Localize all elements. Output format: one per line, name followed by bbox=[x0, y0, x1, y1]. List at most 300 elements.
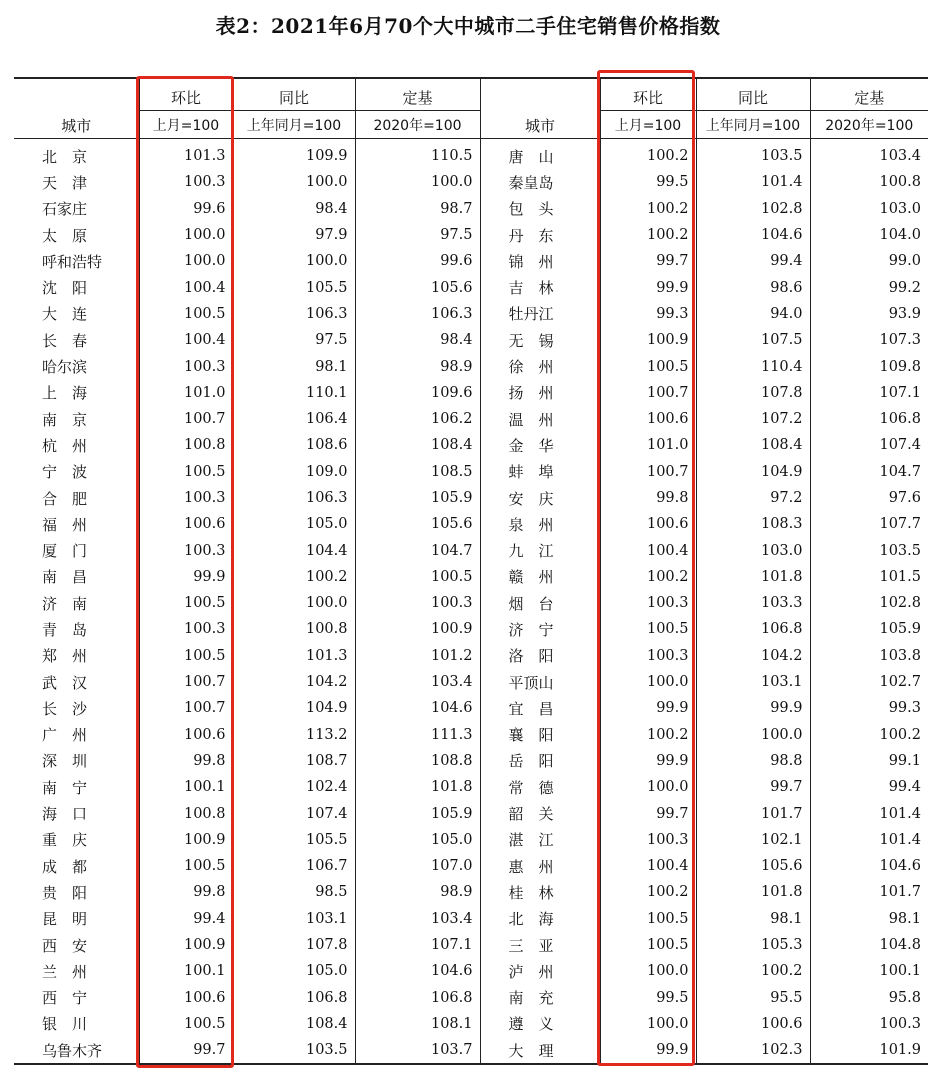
mom-value-left: 100.3 bbox=[139, 537, 233, 563]
base-value-left: 110.5 bbox=[355, 139, 480, 170]
mom-value-left: 100.8 bbox=[139, 432, 233, 458]
city-name-right: 襄 阳 bbox=[480, 722, 600, 748]
yoy-value-left: 108.6 bbox=[233, 432, 355, 458]
base-value-right: 101.4 bbox=[810, 827, 928, 853]
city-name-left: 福 州 bbox=[42, 515, 88, 534]
yoy-value-right: 102.3 bbox=[696, 1037, 810, 1064]
yoy-value-right: 108.4 bbox=[696, 432, 810, 458]
mom-value-right: 100.0 bbox=[600, 958, 696, 984]
mom-value-right: 99.3 bbox=[600, 301, 696, 327]
base-value-left: 103.4 bbox=[355, 669, 480, 695]
yoy-value-left: 100.0 bbox=[233, 169, 355, 195]
mom-value-right: 100.0 bbox=[600, 774, 696, 800]
table-row bbox=[14, 406, 928, 432]
mom-value-left: 100.0 bbox=[139, 222, 233, 248]
yoy-value-left: 98.4 bbox=[233, 196, 355, 222]
table-row bbox=[14, 353, 928, 379]
city-name-left: 哈尔滨 bbox=[42, 358, 88, 377]
mom-value-left: 100.9 bbox=[139, 932, 233, 958]
table-row bbox=[14, 985, 928, 1011]
base-value-left: 103.4 bbox=[355, 906, 480, 932]
city-name-right: 扬 州 bbox=[480, 380, 600, 406]
mom-value-right: 100.0 bbox=[600, 1011, 696, 1037]
mom-value-left: 100.4 bbox=[139, 327, 233, 353]
yoy-value-right: 100.0 bbox=[696, 722, 810, 748]
table-row bbox=[14, 432, 928, 458]
table-row bbox=[14, 748, 928, 774]
base-value-right: 109.8 bbox=[810, 353, 928, 379]
yoy-value-left: 109.0 bbox=[233, 459, 355, 485]
yoy-value-right: 98.6 bbox=[696, 274, 810, 300]
table-row bbox=[14, 459, 928, 485]
subheader-base-right: 2020年=100 bbox=[810, 111, 928, 139]
yoy-value-left: 106.7 bbox=[233, 853, 355, 879]
header-base-right: 定基 bbox=[810, 78, 928, 111]
city-name-left: 郑 州 bbox=[42, 647, 88, 666]
mom-value-right: 99.7 bbox=[600, 248, 696, 274]
base-value-right: 103.8 bbox=[810, 643, 928, 669]
base-value-left: 101.2 bbox=[355, 643, 480, 669]
table-row bbox=[14, 248, 928, 274]
table-row bbox=[14, 616, 928, 642]
yoy-value-right: 107.5 bbox=[696, 327, 810, 353]
city-name-left: 广 州 bbox=[42, 726, 88, 745]
city-name-right: 吉 林 bbox=[480, 274, 600, 300]
table-row bbox=[14, 853, 928, 879]
yoy-value-right: 102.1 bbox=[696, 827, 810, 853]
yoy-value-right: 104.9 bbox=[696, 459, 810, 485]
yoy-value-right: 99.9 bbox=[696, 695, 810, 721]
yoy-value-right: 95.5 bbox=[696, 985, 810, 1011]
city-name-right: 北 海 bbox=[480, 906, 600, 932]
base-value-left: 108.8 bbox=[355, 748, 480, 774]
mom-value-right: 101.0 bbox=[600, 432, 696, 458]
yoy-value-left: 103.5 bbox=[233, 1037, 355, 1064]
mom-value-right: 100.3 bbox=[600, 590, 696, 616]
yoy-value-left: 103.1 bbox=[233, 906, 355, 932]
city-name-right: 岳 阳 bbox=[480, 748, 600, 774]
base-value-right: 100.2 bbox=[810, 722, 928, 748]
base-value-right: 102.7 bbox=[810, 669, 928, 695]
yoy-value-left: 97.5 bbox=[233, 327, 355, 353]
table-row bbox=[14, 274, 928, 300]
base-value-right: 100.8 bbox=[810, 169, 928, 195]
mom-value-right: 100.5 bbox=[600, 906, 696, 932]
city-name-left: 深 圳 bbox=[42, 752, 88, 771]
city-name-left: 贵 阳 bbox=[42, 883, 88, 902]
mom-value-right: 99.9 bbox=[600, 748, 696, 774]
city-name-left: 海 口 bbox=[42, 805, 88, 824]
mom-value-left: 101.3 bbox=[139, 139, 233, 170]
table-body bbox=[14, 139, 928, 1065]
subheader-base-left: 2020年=100 bbox=[355, 111, 480, 139]
table-row bbox=[14, 301, 928, 327]
yoy-value-left: 107.8 bbox=[233, 932, 355, 958]
city-name-right: 丹 东 bbox=[480, 222, 600, 248]
base-value-left: 105.6 bbox=[355, 511, 480, 537]
city-name-left: 杭 州 bbox=[42, 436, 88, 455]
mom-value-left: 100.6 bbox=[139, 722, 233, 748]
table-row bbox=[14, 511, 928, 537]
yoy-value-right: 101.7 bbox=[696, 800, 810, 826]
table-row bbox=[14, 669, 928, 695]
city-name-left: 济 南 bbox=[42, 594, 88, 613]
base-value-right: 103.4 bbox=[810, 139, 928, 170]
base-value-right: 106.8 bbox=[810, 406, 928, 432]
table-row bbox=[14, 722, 928, 748]
mom-value-left: 100.8 bbox=[139, 800, 233, 826]
base-value-right: 104.8 bbox=[810, 932, 928, 958]
base-value-left: 97.5 bbox=[355, 222, 480, 248]
mom-value-right: 100.5 bbox=[600, 616, 696, 642]
base-value-left: 109.6 bbox=[355, 380, 480, 406]
base-value-right: 101.7 bbox=[810, 879, 928, 905]
base-value-left: 105.0 bbox=[355, 827, 480, 853]
yoy-value-left: 108.7 bbox=[233, 748, 355, 774]
header-yoy-left: 同比 bbox=[233, 78, 355, 111]
base-value-right: 107.4 bbox=[810, 432, 928, 458]
mom-value-right: 100.7 bbox=[600, 459, 696, 485]
base-value-left: 106.8 bbox=[355, 985, 480, 1011]
city-name-right: 金 华 bbox=[480, 432, 600, 458]
base-value-left: 105.9 bbox=[355, 485, 480, 511]
city-name-right: 九 江 bbox=[480, 537, 600, 563]
table-row bbox=[14, 958, 928, 984]
mom-value-left: 100.7 bbox=[139, 406, 233, 432]
yoy-value-right: 98.1 bbox=[696, 906, 810, 932]
city-name-right: 惠 州 bbox=[480, 853, 600, 879]
mom-value-left: 99.4 bbox=[139, 906, 233, 932]
base-value-right: 99.1 bbox=[810, 748, 928, 774]
mom-value-left: 99.8 bbox=[139, 748, 233, 774]
mom-value-right: 100.7 bbox=[600, 380, 696, 406]
yoy-value-left: 106.3 bbox=[233, 301, 355, 327]
mom-value-left: 100.0 bbox=[139, 248, 233, 274]
mom-value-left: 100.6 bbox=[139, 985, 233, 1011]
yoy-value-right: 101.8 bbox=[696, 564, 810, 590]
subheader-mom-left: 上月=100 bbox=[139, 111, 233, 139]
city-name-left: 武 汉 bbox=[42, 673, 88, 692]
yoy-value-right: 99.7 bbox=[696, 774, 810, 800]
mom-value-right: 99.9 bbox=[600, 695, 696, 721]
city-name-left: 成 都 bbox=[42, 857, 88, 876]
mom-value-left: 99.6 bbox=[139, 196, 233, 222]
mom-value-left: 99.9 bbox=[139, 564, 233, 590]
subheader-mom-right: 上月=100 bbox=[600, 111, 696, 139]
city-name-right: 无 锡 bbox=[480, 327, 600, 353]
mom-value-right: 100.2 bbox=[600, 879, 696, 905]
city-name-right: 大 理 bbox=[480, 1037, 600, 1064]
city-name-right: 安 庆 bbox=[480, 485, 600, 511]
yoy-value-left: 105.5 bbox=[233, 274, 355, 300]
table-row bbox=[14, 169, 928, 195]
mom-value-right: 99.5 bbox=[600, 985, 696, 1011]
yoy-value-left: 109.9 bbox=[233, 139, 355, 170]
mom-value-left: 101.0 bbox=[139, 380, 233, 406]
base-value-left: 106.3 bbox=[355, 301, 480, 327]
city-name-left: 大 连 bbox=[42, 305, 88, 324]
yoy-value-right: 105.6 bbox=[696, 853, 810, 879]
yoy-value-right: 103.1 bbox=[696, 669, 810, 695]
mom-value-left: 100.1 bbox=[139, 774, 233, 800]
table-row bbox=[14, 1037, 928, 1064]
base-value-right: 99.2 bbox=[810, 274, 928, 300]
yoy-value-right: 106.8 bbox=[696, 616, 810, 642]
mom-value-left: 100.7 bbox=[139, 695, 233, 721]
base-value-left: 111.3 bbox=[355, 722, 480, 748]
table-row bbox=[14, 222, 928, 248]
table-row bbox=[14, 827, 928, 853]
city-name-left: 上 海 bbox=[42, 384, 88, 403]
table-row bbox=[14, 932, 928, 958]
mom-value-right: 99.8 bbox=[600, 485, 696, 511]
table-row bbox=[14, 906, 928, 932]
city-name-left: 昆 明 bbox=[42, 910, 88, 929]
mom-value-left: 100.5 bbox=[139, 301, 233, 327]
yoy-value-right: 105.3 bbox=[696, 932, 810, 958]
city-name-right: 遵 义 bbox=[480, 1011, 600, 1037]
yoy-value-right: 100.2 bbox=[696, 958, 810, 984]
yoy-value-left: 97.9 bbox=[233, 222, 355, 248]
base-value-right: 104.0 bbox=[810, 222, 928, 248]
city-name-right: 赣 州 bbox=[480, 564, 600, 590]
base-value-left: 104.6 bbox=[355, 695, 480, 721]
base-value-right: 101.9 bbox=[810, 1037, 928, 1064]
mom-value-right: 100.6 bbox=[600, 406, 696, 432]
base-value-left: 104.7 bbox=[355, 537, 480, 563]
city-name-right: 牡丹江 bbox=[480, 301, 600, 327]
mom-value-left: 100.1 bbox=[139, 958, 233, 984]
base-value-right: 103.5 bbox=[810, 537, 928, 563]
mom-value-right: 100.3 bbox=[600, 643, 696, 669]
base-value-right: 107.7 bbox=[810, 511, 928, 537]
mom-value-left: 100.3 bbox=[139, 485, 233, 511]
base-value-left: 100.0 bbox=[355, 169, 480, 195]
mom-value-right: 99.7 bbox=[600, 800, 696, 826]
yoy-value-right: 107.2 bbox=[696, 406, 810, 432]
city-name-right: 平顶山 bbox=[480, 669, 600, 695]
city-name-left: 石家庄 bbox=[42, 200, 88, 219]
base-value-right: 99.0 bbox=[810, 248, 928, 274]
base-value-right: 101.5 bbox=[810, 564, 928, 590]
city-name-left: 呼和浩特 bbox=[42, 252, 103, 271]
city-name-right: 韶 关 bbox=[480, 800, 600, 826]
page-title: 表2：2021年6月70个大中城市二手住宅销售价格指数 bbox=[215, 14, 721, 38]
base-value-left: 108.5 bbox=[355, 459, 480, 485]
city-name-right: 包 头 bbox=[480, 196, 600, 222]
mom-value-right: 100.6 bbox=[600, 511, 696, 537]
yoy-value-left: 110.1 bbox=[233, 380, 355, 406]
city-name-right: 洛 阳 bbox=[480, 643, 600, 669]
mom-value-right: 99.5 bbox=[600, 169, 696, 195]
city-name-left: 宁 波 bbox=[42, 463, 88, 482]
yoy-value-left: 100.2 bbox=[233, 564, 355, 590]
mom-value-left: 100.3 bbox=[139, 616, 233, 642]
base-value-right: 102.8 bbox=[810, 590, 928, 616]
yoy-value-right: 107.8 bbox=[696, 380, 810, 406]
base-value-left: 104.6 bbox=[355, 958, 480, 984]
city-name-left: 合 肥 bbox=[42, 489, 88, 508]
city-name-left: 乌鲁木齐 bbox=[42, 1041, 103, 1060]
city-name-right: 唐 山 bbox=[480, 139, 600, 170]
base-value-left: 98.9 bbox=[355, 879, 480, 905]
yoy-value-left: 98.1 bbox=[233, 353, 355, 379]
yoy-value-left: 100.8 bbox=[233, 616, 355, 642]
yoy-value-right: 97.2 bbox=[696, 485, 810, 511]
city-name-right: 湛 江 bbox=[480, 827, 600, 853]
table-row bbox=[14, 485, 928, 511]
base-value-left: 108.4 bbox=[355, 432, 480, 458]
mom-value-right: 100.5 bbox=[600, 932, 696, 958]
header-base-left: 定基 bbox=[355, 78, 480, 111]
yoy-value-left: 108.4 bbox=[233, 1011, 355, 1037]
mom-value-left: 100.5 bbox=[139, 643, 233, 669]
table-row bbox=[14, 1011, 928, 1037]
yoy-value-left: 113.2 bbox=[233, 722, 355, 748]
city-name-left: 长 沙 bbox=[42, 699, 88, 718]
base-value-right: 93.9 bbox=[810, 301, 928, 327]
yoy-value-left: 105.5 bbox=[233, 827, 355, 853]
yoy-value-right: 101.4 bbox=[696, 169, 810, 195]
city-name-right: 桂 林 bbox=[480, 879, 600, 905]
yoy-value-left: 104.2 bbox=[233, 669, 355, 695]
mom-value-left: 100.3 bbox=[139, 353, 233, 379]
base-value-right: 103.0 bbox=[810, 196, 928, 222]
city-name-right: 烟 台 bbox=[480, 590, 600, 616]
base-value-left: 101.8 bbox=[355, 774, 480, 800]
mom-value-left: 100.9 bbox=[139, 827, 233, 853]
base-value-right: 105.9 bbox=[810, 616, 928, 642]
base-value-right: 100.1 bbox=[810, 958, 928, 984]
yoy-value-left: 102.4 bbox=[233, 774, 355, 800]
base-value-right: 97.6 bbox=[810, 485, 928, 511]
yoy-value-right: 98.8 bbox=[696, 748, 810, 774]
mom-value-left: 99.8 bbox=[139, 879, 233, 905]
yoy-value-left: 100.0 bbox=[233, 248, 355, 274]
base-value-left: 106.2 bbox=[355, 406, 480, 432]
mom-value-right: 100.2 bbox=[600, 139, 696, 170]
yoy-value-right: 94.0 bbox=[696, 301, 810, 327]
table-row bbox=[14, 380, 928, 406]
yoy-value-left: 101.3 bbox=[233, 643, 355, 669]
header-mom-left: 环比 bbox=[139, 78, 233, 111]
city-name-right: 蚌 埠 bbox=[480, 459, 600, 485]
mom-value-left: 100.5 bbox=[139, 459, 233, 485]
base-value-right: 101.4 bbox=[810, 800, 928, 826]
base-value-left: 105.9 bbox=[355, 800, 480, 826]
yoy-value-left: 107.4 bbox=[233, 800, 355, 826]
yoy-value-left: 105.0 bbox=[233, 511, 355, 537]
mom-value-left: 100.5 bbox=[139, 1011, 233, 1037]
yoy-value-left: 105.0 bbox=[233, 958, 355, 984]
base-value-right: 99.4 bbox=[810, 774, 928, 800]
yoy-value-right: 103.0 bbox=[696, 537, 810, 563]
mom-value-left: 100.5 bbox=[139, 853, 233, 879]
mom-value-right: 100.2 bbox=[600, 222, 696, 248]
city-name-left: 天 津 bbox=[42, 173, 88, 192]
base-value-left: 100.3 bbox=[355, 590, 480, 616]
base-value-left: 99.6 bbox=[355, 248, 480, 274]
city-name-left: 长 春 bbox=[42, 331, 88, 350]
yoy-value-left: 106.4 bbox=[233, 406, 355, 432]
mom-value-right: 99.9 bbox=[600, 274, 696, 300]
header-yoy-right: 同比 bbox=[696, 78, 810, 111]
yoy-value-right: 104.6 bbox=[696, 222, 810, 248]
city-name-left: 沈 阳 bbox=[42, 279, 88, 298]
city-name-right: 秦皇岛 bbox=[480, 169, 600, 195]
yoy-value-right: 101.8 bbox=[696, 879, 810, 905]
base-value-right: 95.8 bbox=[810, 985, 928, 1011]
base-value-left: 98.4 bbox=[355, 327, 480, 353]
city-name-left: 太 原 bbox=[42, 226, 88, 245]
price-index-table bbox=[14, 77, 928, 1065]
table-row bbox=[14, 564, 928, 590]
base-value-right: 104.7 bbox=[810, 459, 928, 485]
mom-value-left: 100.3 bbox=[139, 169, 233, 195]
mom-value-left: 100.6 bbox=[139, 511, 233, 537]
yoy-value-right: 100.6 bbox=[696, 1011, 810, 1037]
city-name-right: 宜 昌 bbox=[480, 695, 600, 721]
table-row bbox=[14, 327, 928, 353]
yoy-value-left: 106.8 bbox=[233, 985, 355, 1011]
city-name-left: 青 岛 bbox=[42, 620, 88, 639]
yoy-value-left: 104.4 bbox=[233, 537, 355, 563]
city-name-left: 南 宁 bbox=[42, 778, 88, 797]
mom-value-right: 100.0 bbox=[600, 669, 696, 695]
yoy-value-left: 104.9 bbox=[233, 695, 355, 721]
city-name-left: 重 庆 bbox=[42, 831, 88, 850]
city-name-left: 厦 门 bbox=[42, 542, 88, 561]
yoy-value-right: 99.4 bbox=[696, 248, 810, 274]
table-row bbox=[14, 800, 928, 826]
table-row bbox=[14, 590, 928, 616]
base-value-left: 98.9 bbox=[355, 353, 480, 379]
subheader-yoy-left: 上年同月=100 bbox=[233, 111, 355, 139]
base-value-left: 103.7 bbox=[355, 1037, 480, 1064]
table-row bbox=[14, 196, 928, 222]
city-name-right: 三 亚 bbox=[480, 932, 600, 958]
table-row bbox=[14, 139, 928, 170]
city-name-right: 南 充 bbox=[480, 985, 600, 1011]
subheader-yoy-right: 上年同月=100 bbox=[696, 111, 810, 139]
base-value-left: 100.5 bbox=[355, 564, 480, 590]
city-name-left: 西 宁 bbox=[42, 989, 88, 1008]
mom-value-right: 100.5 bbox=[600, 353, 696, 379]
base-value-left: 100.9 bbox=[355, 616, 480, 642]
header-mom-right: 环比 bbox=[600, 78, 696, 111]
mom-value-right: 100.9 bbox=[600, 327, 696, 353]
city-name-left: 银 川 bbox=[42, 1015, 88, 1034]
city-name-right: 徐 州 bbox=[480, 353, 600, 379]
yoy-value-right: 102.8 bbox=[696, 196, 810, 222]
base-value-left: 108.1 bbox=[355, 1011, 480, 1037]
yoy-value-right: 104.2 bbox=[696, 643, 810, 669]
base-value-right: 107.3 bbox=[810, 327, 928, 353]
yoy-value-left: 106.3 bbox=[233, 485, 355, 511]
city-name-right: 泉 州 bbox=[480, 511, 600, 537]
base-value-left: 107.1 bbox=[355, 932, 480, 958]
mom-value-left: 99.7 bbox=[139, 1037, 233, 1064]
mom-value-right: 99.9 bbox=[600, 1037, 696, 1064]
mom-value-right: 100.2 bbox=[600, 722, 696, 748]
yoy-value-right: 103.3 bbox=[696, 590, 810, 616]
table-row bbox=[14, 774, 928, 800]
table-row bbox=[14, 879, 928, 905]
yoy-value-left: 100.0 bbox=[233, 590, 355, 616]
city-name-left: 西 安 bbox=[42, 936, 88, 955]
city-name-right: 温 州 bbox=[480, 406, 600, 432]
base-value-left: 105.6 bbox=[355, 274, 480, 300]
